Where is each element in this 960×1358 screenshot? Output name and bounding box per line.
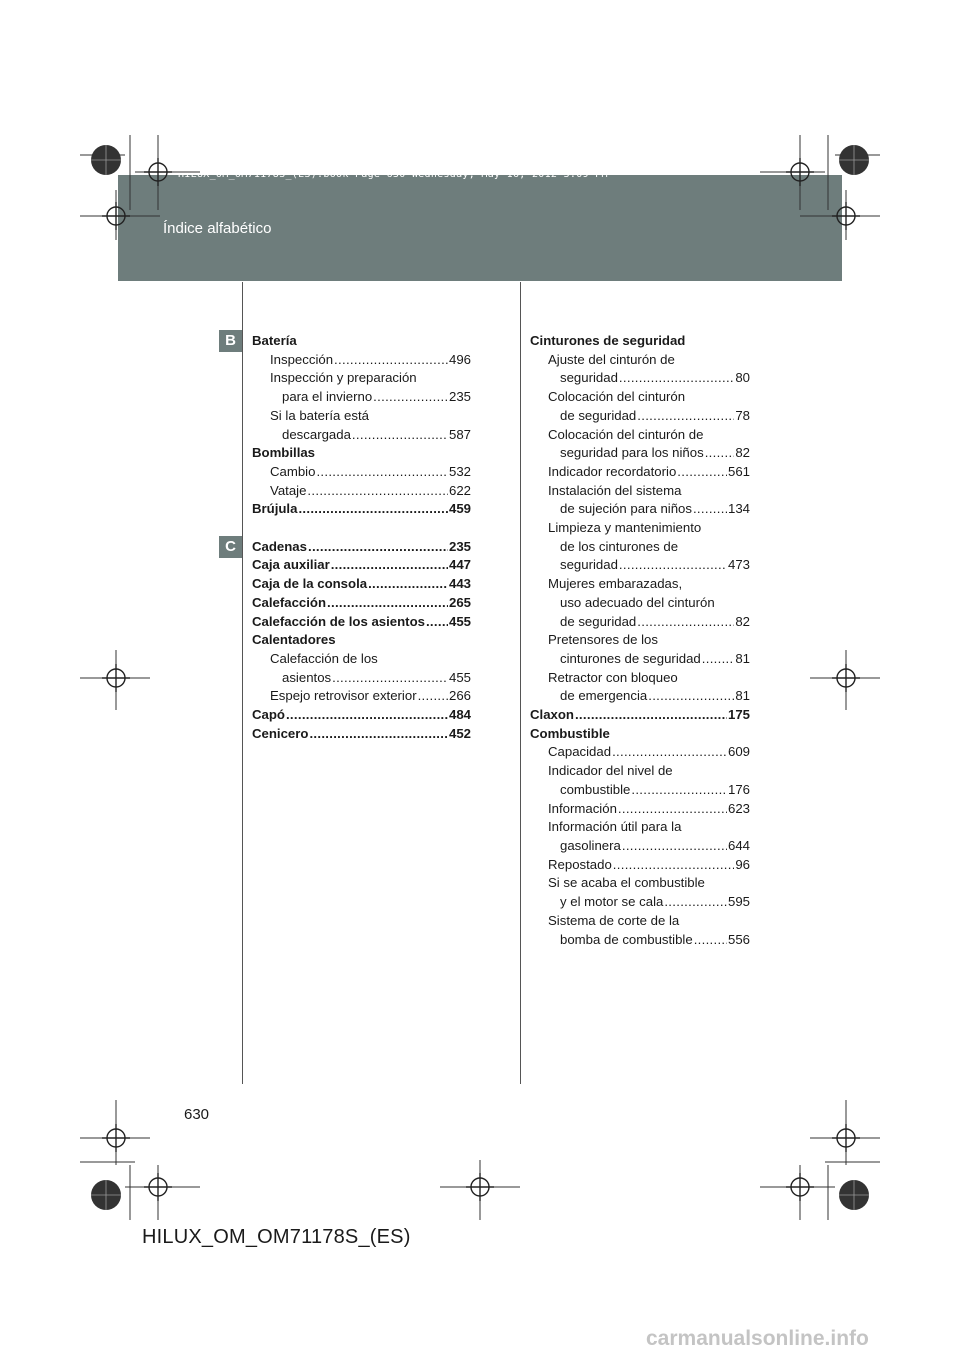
entry-text: Información útil para la [548,819,682,835]
index-entry [530,519,750,538]
file-slug: HILUX_OM_OM71178S_(ES).book Page 630 Wednesday, May 16, 2012 3:09 PM [178,169,608,180]
entry-page[interactable]: 622 [448,482,471,498]
entry-page[interactable]: 175 [727,707,750,723]
entry-text: cinturones de seguridad [560,650,701,666]
entry-page[interactable]: 532 [448,463,471,479]
entry-text: Inspección y preparación [270,370,417,386]
index-entry [530,874,750,893]
index-entry [530,818,750,837]
entry-page[interactable]: 455 [448,613,471,629]
entry-page[interactable]: 82 [735,613,750,629]
index-entry [530,912,750,931]
entry-text: combustible [560,781,631,797]
index-entry [530,556,750,575]
entry-page[interactable]: 556 [727,931,750,947]
entry-text: asientos [282,669,332,685]
entry-page[interactable]: 484 [448,707,471,723]
index-entry [252,669,471,688]
entry-page[interactable]: 80 [735,370,750,386]
index-entry [530,351,750,370]
entry-text: Cinturones de seguridad [530,333,686,348]
dot-leader [352,426,448,445]
entry-text: uso adecuado del cinturón [560,594,715,610]
entry-page[interactable]: 496 [448,351,471,367]
dot-leader [648,687,734,706]
index-entry [252,687,471,706]
entry-page[interactable]: 235 [448,389,471,405]
dot-leader [575,706,727,725]
entry-page[interactable]: 459 [448,501,471,517]
dot-leader [316,463,448,482]
entry-text: Indicador del nivel de [548,763,673,779]
entry-text: Capacidad [548,744,612,760]
index-entry [252,388,471,407]
index-entry [530,856,750,875]
dot-leader [334,351,448,370]
dot-leader [368,575,448,594]
index-entry [530,482,750,501]
index-entry [252,351,471,370]
index-entry [530,762,750,781]
dot-leader [286,706,448,725]
index-entry [530,650,750,669]
index-entry [530,687,750,706]
entry-text: de emergencia [560,688,648,704]
entry-text: seguridad [560,557,618,573]
letter-tab-c: C [219,536,242,558]
entry-text: Bombillas [252,445,316,461]
entry-text: Retractor con bloqueo [548,669,678,685]
entry-text: seguridad para los niños [560,445,704,461]
index-column-1 [252,332,471,743]
index-entry [530,743,750,762]
dot-leader [618,800,727,819]
entry-text: Calefacción de los [270,650,378,666]
entry-page[interactable]: 443 [448,576,471,592]
entry-page[interactable]: 609 [727,744,750,760]
index-entry [252,444,471,463]
dot-leader [622,837,727,856]
entry-text: Caja de la consola [252,576,368,592]
watermark: carmanualsonline.info [646,1327,869,1350]
entry-text: Vataje [270,482,307,498]
dot-leader [619,556,727,575]
entry-text: de seguridad [560,407,637,423]
entry-text: Repostado [548,856,612,872]
entry-text: de los cinturones de [560,538,679,554]
dot-leader [664,893,727,912]
index-entry [530,444,750,463]
entry-page[interactable]: 473 [727,557,750,573]
dot-leader [308,538,448,557]
entry-page[interactable]: 452 [448,725,471,741]
index-entry [252,332,471,351]
letter-tab-b: B [219,330,242,352]
index-entry [252,538,471,557]
index-entry [530,538,750,557]
dot-leader [694,931,727,950]
dot-leader [418,687,448,706]
entry-page[interactable]: 176 [727,781,750,797]
index-entry [530,388,750,407]
index-entry [530,800,750,819]
entry-text: Colocación del cinturón de [548,426,704,442]
index-entry [252,369,471,388]
dot-leader [702,650,735,669]
entry-text: Calefacción [252,594,327,610]
entry-text: Limpieza y mantenimiento [548,520,702,536]
index-entry [530,725,750,744]
index-entry [530,332,750,351]
entry-page[interactable]: 265 [448,594,471,610]
index-entry [530,669,750,688]
entry-text: gasolinera [560,837,621,853]
entry-text: Información [548,800,617,816]
index-entry [252,407,471,426]
entry-text: Colocación del cinturón [548,389,686,405]
entry-text: de sujeción para niños [560,501,692,517]
index-entry [530,893,750,912]
section-gap [252,519,471,538]
entry-page[interactable]: 587 [448,426,471,442]
dot-leader [426,613,448,632]
page-number: 630 [184,1106,210,1123]
entry-text: de seguridad [560,613,637,629]
entry-text: Espejo retrovisor exterior [270,688,417,704]
index-entry [530,426,750,445]
dot-leader [327,594,448,613]
index-entry [252,594,471,613]
index-entry [252,613,471,632]
entry-text: Calentadores [252,632,336,648]
entry-text: Indicador recordatorio [548,463,677,479]
entry-text: descargada [282,426,351,442]
entry-text: Capó [252,707,285,723]
entry-text: seguridad [560,370,618,386]
entry-text: Cadenas [252,538,307,554]
index-entry [530,407,750,426]
entry-page[interactable]: 623 [727,800,750,816]
dot-leader [307,482,448,501]
index-column-2 [530,332,750,949]
index-entry [252,500,471,519]
entry-text: Claxon [530,707,574,723]
dot-leader [631,781,727,800]
entry-page[interactable]: 561 [727,463,750,479]
entry-text: Cenicero [252,725,309,741]
index-entry [252,725,471,744]
index-entry [530,837,750,856]
entry-text: Pretensores de los [548,632,658,648]
index-entry [530,463,750,482]
index-entry [252,575,471,594]
section-title: Índice alfabético [163,220,272,237]
entry-text: Calefacción de los asientos [252,613,425,629]
index-entry [530,369,750,388]
dot-leader [298,500,448,519]
entry-text: para el invierno [282,389,373,405]
entry-page[interactable]: 81 [735,688,750,704]
index-entry [530,594,750,613]
entry-text: Si la batería está [270,407,369,423]
dot-leader [332,669,448,688]
index-entry [252,631,471,650]
entry-page[interactable]: 81 [735,650,750,666]
entry-text: Mujeres embarazadas, [548,576,683,592]
entry-page[interactable]: 82 [735,445,750,461]
index-entry [252,426,471,445]
index-entry [252,463,471,482]
entry-text: Caja auxiliar [252,557,330,573]
entry-page[interactable]: 235 [448,538,471,554]
dot-leader [705,444,735,463]
index-entry [530,706,750,725]
entry-page[interactable]: 644 [727,837,750,853]
dot-leader [331,556,448,575]
entry-text: y el motor se cala [560,894,664,910]
dot-leader [693,500,727,519]
index-entry [530,781,750,800]
index-entry [252,482,471,501]
column-rule-middle [520,282,521,1084]
index-entry [252,706,471,725]
dot-leader [637,613,734,632]
dot-leader [613,856,735,875]
entry-text: Ajuste del cinturón de [548,351,675,367]
entry-text: bomba de combustible [560,931,693,947]
dot-leader [612,743,727,762]
entry-text: Cambio [270,463,316,479]
index-entry [530,631,750,650]
dot-leader [637,407,734,426]
dot-leader [677,463,727,482]
entry-text: Inspección [270,351,334,367]
entry-page[interactable]: 78 [735,407,750,423]
entry-page[interactable]: 134 [727,501,750,517]
column-rule-left [242,282,243,1084]
index-entry [252,650,471,669]
dot-leader [309,725,448,744]
entry-text: Brújula [252,501,298,517]
entry-page[interactable]: 266 [448,688,471,704]
entry-text: Instalación del sistema [548,482,682,498]
dot-leader [373,388,448,407]
entry-text: Batería [252,333,297,348]
index-entry [530,931,750,950]
index-entry [530,500,750,519]
entry-page[interactable]: 455 [448,669,471,685]
entry-text: Si se acaba el combustible [548,875,705,891]
entry-page[interactable]: 96 [735,856,750,872]
entry-text: Sistema de corte de la [548,912,680,928]
dot-leader [619,369,734,388]
entry-page[interactable]: 595 [727,894,750,910]
index-entry [530,613,750,632]
entry-text: Combustible [530,725,610,741]
document-id: HILUX_OM_OM71178S_(ES) [142,1226,411,1248]
index-entry [530,575,750,594]
index-entry [252,556,471,575]
entry-page[interactable]: 447 [448,557,471,573]
